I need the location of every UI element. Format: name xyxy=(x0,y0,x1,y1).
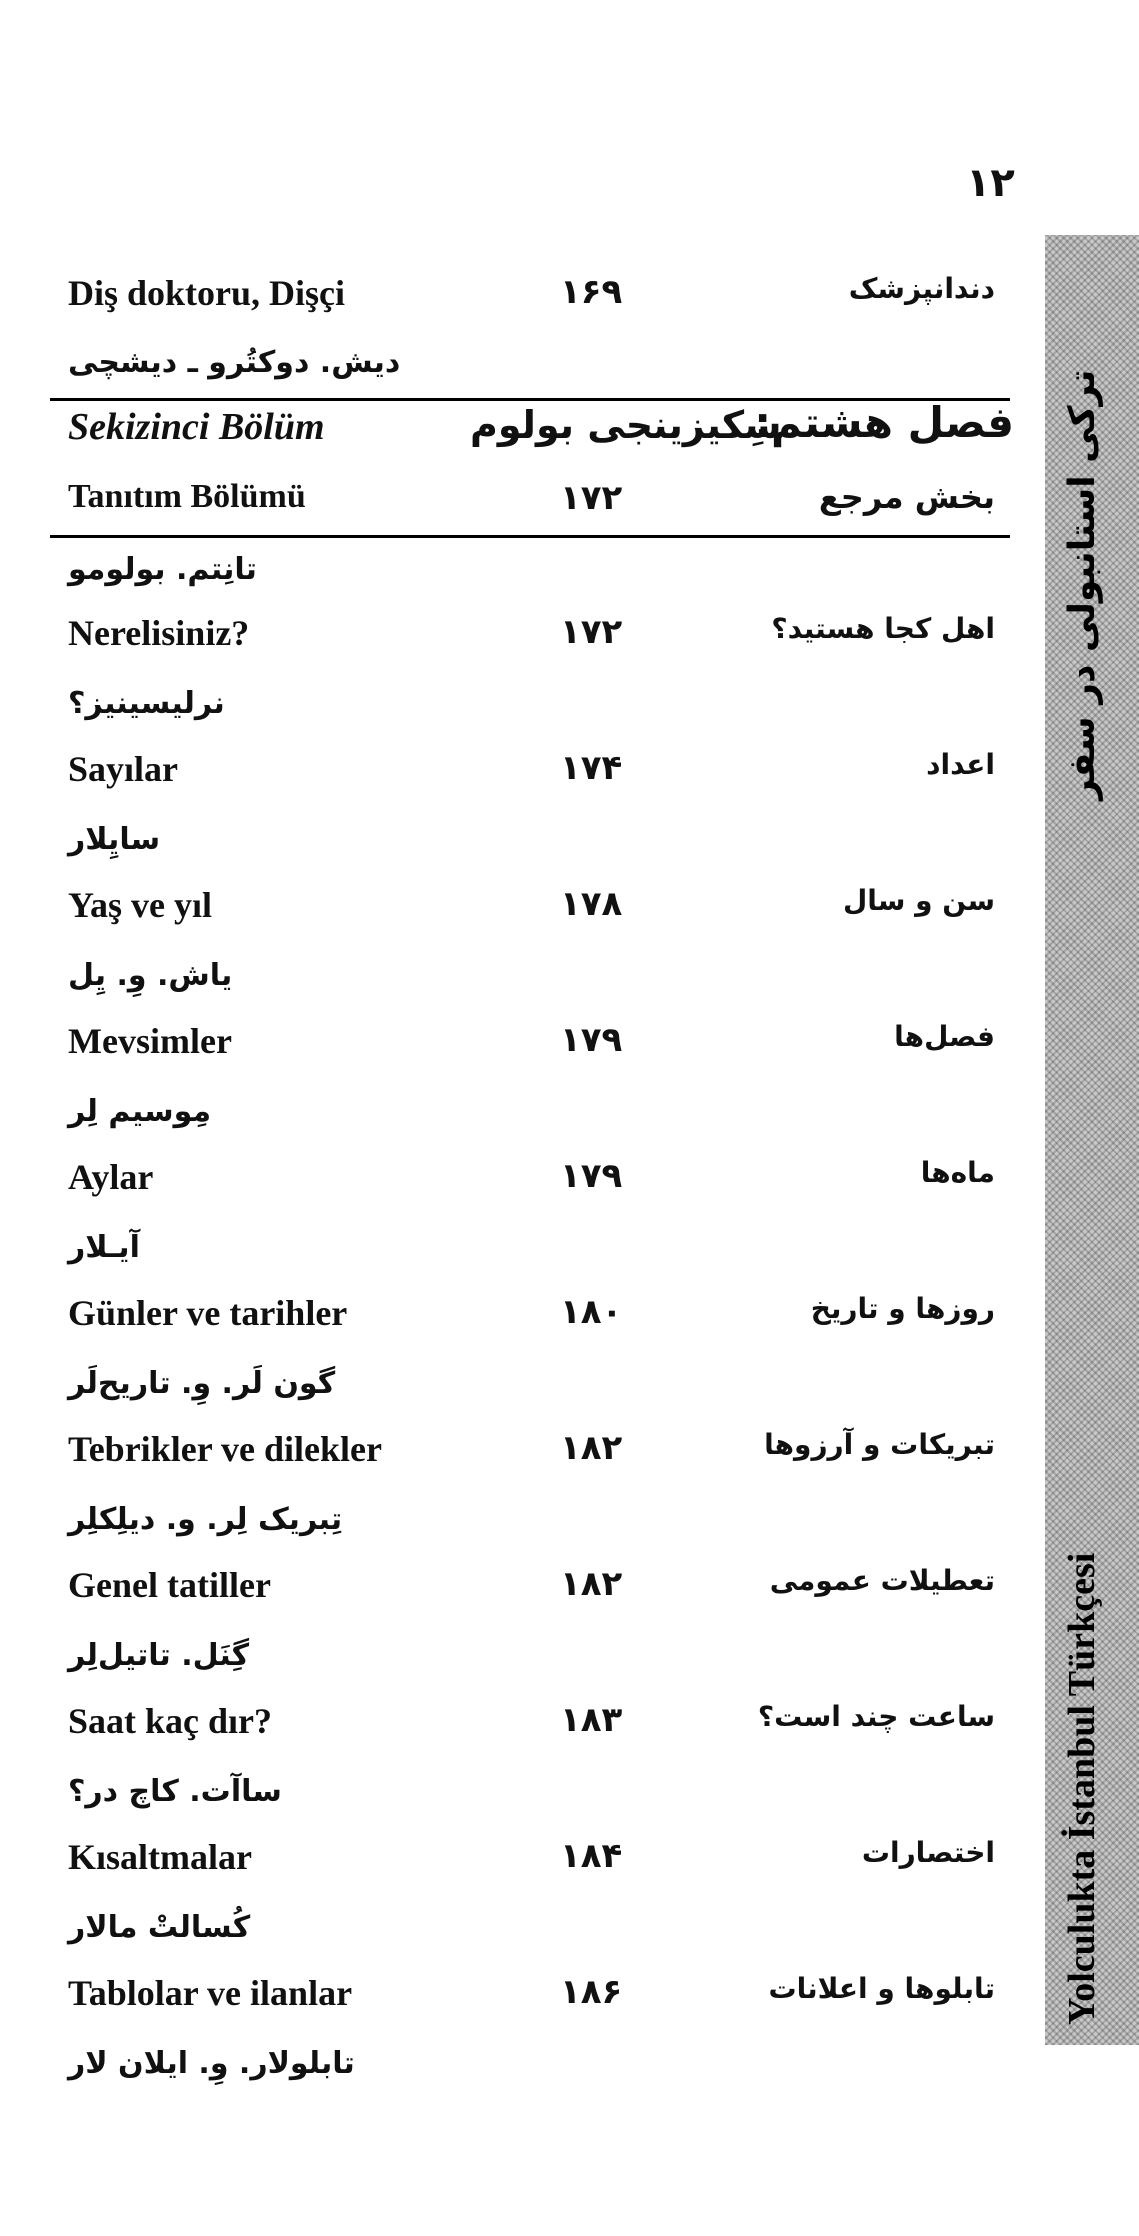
toc-transliteration-row xyxy=(0,686,1040,746)
toc-entry xyxy=(0,1700,1040,1760)
page-number: ۱۲ xyxy=(966,160,1015,206)
entry-transliteration: دیش. دوکتُرو ـ دیشچی xyxy=(68,345,401,380)
entry-transliteration: سایِلار xyxy=(68,822,161,857)
section-subtitle-row xyxy=(0,478,1040,538)
entry-page: ۱۸۶ xyxy=(560,1972,623,2012)
entry-turkish: Tebrikler ve dilekler xyxy=(68,1429,382,1469)
entry-page: ۱۷۹ xyxy=(560,1156,623,1196)
toc-transliteration-row xyxy=(0,822,1040,882)
toc-entry xyxy=(0,1292,1040,1352)
section-title-persian: فصل هشتم: xyxy=(754,398,1014,447)
entry-page: ۱۸۰ xyxy=(560,1292,623,1332)
entry-transliteration: گِنَل. تاتیل‌لِر xyxy=(68,1638,250,1673)
entry-persian: اهل کجا هستید؟ xyxy=(771,612,995,645)
entry-persian: ساعت چند است؟ xyxy=(757,1700,995,1733)
toc-entry xyxy=(0,1156,1040,1216)
toc-entry xyxy=(0,884,1040,944)
entry-page: ۱۶۹ xyxy=(560,272,623,312)
toc-entry xyxy=(0,1564,1040,1624)
entry-persian: اعداد xyxy=(926,748,995,781)
strip-title-persian: ترکی استانبولی در سفر xyxy=(1062,369,1103,800)
toc-transliteration-row xyxy=(0,1094,1040,1154)
toc-transliteration-row xyxy=(0,1910,1040,1970)
toc-entry xyxy=(0,1020,1040,1080)
toc-transliteration-row xyxy=(0,1638,1040,1698)
entry-persian: تعطیلات عمومی xyxy=(769,1564,995,1597)
entry-persian: ماه‌ها xyxy=(920,1156,995,1189)
entry-page: ۱۷۲ xyxy=(560,612,623,652)
entry-transliteration: مِوسیم لِر xyxy=(68,1094,212,1129)
toc-entry xyxy=(0,612,1040,672)
entry-turkish: Günler ve tarihler xyxy=(68,1293,348,1333)
toc-transliteration-row xyxy=(0,1366,1040,1426)
section-subtitle-turkish: Tanıtım Bölümü xyxy=(68,478,306,515)
toc-entry xyxy=(0,748,1040,808)
entry-persian: روزها و تاریخ xyxy=(810,1292,995,1325)
toc-entry xyxy=(0,1836,1040,1896)
entry-turkish: Genel tatiller xyxy=(68,1565,271,1605)
entry-persian: تبریکات و آرزوها xyxy=(764,1428,995,1461)
section-subtitle-transliteration: تانِتم. بولومو xyxy=(68,552,257,587)
entry-transliteration: تابلولار. وِ. ایلان لار xyxy=(68,2046,355,2081)
entry-transliteration: کُسالتْ مالار xyxy=(68,1910,251,1945)
section-subtitle-page: ۱۷۲ xyxy=(560,478,623,518)
section-title-transliteration: سِکیزینجی بولوم xyxy=(470,403,782,447)
toc-entry xyxy=(0,1972,1040,2032)
entry-page: ۱۸۲ xyxy=(560,1564,623,1604)
section-bottom-rule xyxy=(50,535,1010,538)
entry-page: ۱۷۴ xyxy=(560,748,623,788)
entry-transliteration: آیـلار xyxy=(68,1230,140,1265)
entry-persian: دندانپزشک xyxy=(848,272,995,305)
entry-turkish: Tablolar ve ilanlar xyxy=(68,1973,353,2013)
entry-persian: اختصارات xyxy=(861,1836,995,1869)
entry-persian: فصل‌ها xyxy=(894,1020,995,1053)
entry-page: ۱۸۳ xyxy=(560,1700,623,1740)
entry-turkish: Aylar xyxy=(68,1157,154,1197)
entry-page: ۱۸۴ xyxy=(560,1836,623,1876)
entry-turkish: Saat kaç dır? xyxy=(68,1701,273,1741)
toc-transliteration-row xyxy=(0,1502,1040,1562)
entry-turkish: Sayılar xyxy=(68,749,179,789)
section-transliteration-row xyxy=(0,552,1040,612)
entry-transliteration: یاش. وِ. یِل xyxy=(68,958,233,993)
entry-turkish: Diş doktoru, Dişçi xyxy=(68,273,346,313)
strip-title-turkish: Yolculukta İstanbul Türkçesi xyxy=(1061,1552,1103,2025)
toc-transliteration-row xyxy=(0,1774,1040,1834)
entry-page: ۱۷۹ xyxy=(560,1020,623,1060)
section-subtitle-persian: بخش مرجع xyxy=(818,478,995,516)
entry-persian: سن و سال xyxy=(843,884,995,917)
entry-transliteration: تِبریک لِر. و. دیلِکلِر xyxy=(68,1502,343,1537)
toc-transliteration-row xyxy=(0,2046,1040,2106)
entry-page: ۱۸۲ xyxy=(560,1428,623,1468)
entry-transliteration: نرلیسینیز؟ xyxy=(68,686,225,721)
toc-entry xyxy=(0,272,1040,332)
section-title-turkish: Sekizinci Bölüm xyxy=(68,406,325,448)
entry-transliteration: ساآت. کاچ در؟ xyxy=(68,1774,282,1809)
toc-transliteration-row xyxy=(0,1230,1040,1290)
toc-entry xyxy=(0,1428,1040,1488)
entry-turkish: Nerelisiniz? xyxy=(68,613,250,653)
entry-turkish: Mevsimler xyxy=(68,1021,232,1061)
entry-persian: تابلوها و اعلانات xyxy=(768,1972,995,2005)
entry-page: ۱۷۸ xyxy=(560,884,623,924)
entry-turkish: Kısaltmalar xyxy=(68,1837,252,1877)
toc-transliteration-row xyxy=(0,345,1040,405)
toc-transliteration-row xyxy=(0,958,1040,1018)
entry-turkish: Yaş ve yıl xyxy=(68,885,212,925)
entry-transliteration: گون لَر. وِ. تاریح‌لَر xyxy=(68,1366,336,1401)
